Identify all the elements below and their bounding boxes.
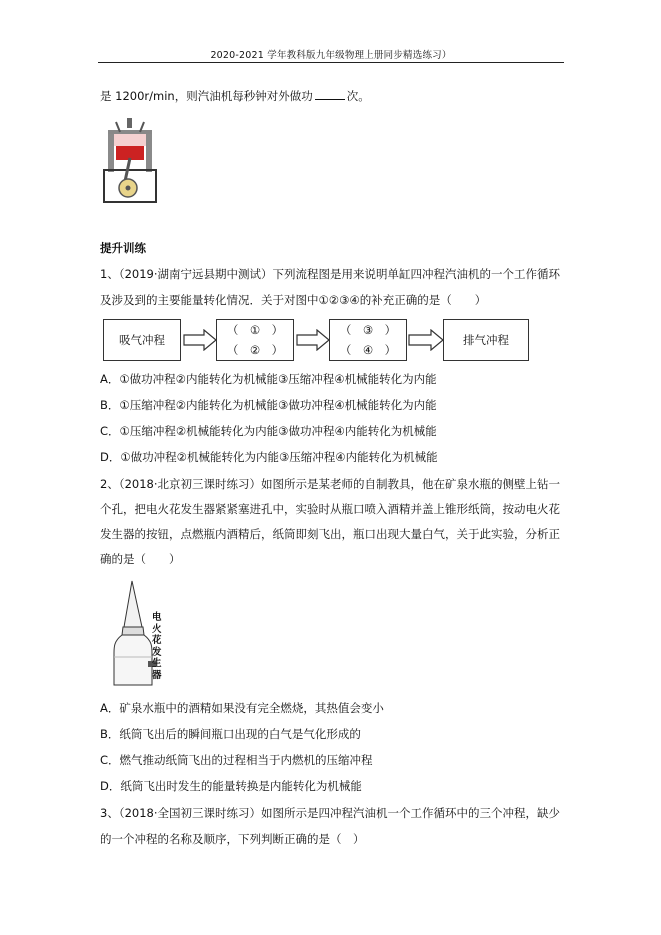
flow-box-3-bottom: （ ④ ） (339, 343, 397, 357)
cylinder-wall-right (146, 134, 152, 172)
bottle-body (114, 635, 152, 685)
cylinder-head (108, 130, 152, 134)
bottle-cap (122, 627, 144, 635)
intro-text-after: 次。 (346, 89, 370, 103)
engine-cylinder-figure (100, 116, 160, 206)
spark-generator-label: 电火花发生器 (152, 612, 162, 681)
flow-box-2-top: （ ① ） (226, 323, 284, 337)
q1-line-2: 及涉及到的主要能量转化情况．关于对图中①②③④的补充正确的是（ ） (100, 293, 487, 307)
flow-arrow-1 (182, 329, 218, 351)
flow-box-3-top: （ ③ ） (339, 323, 397, 337)
q2-line-2: 个孔，把电火花发生器紧紧塞进孔中，实验时从瓶口喷入酒精并盖上锥形纸筒，按动电火花 (100, 502, 560, 516)
cylinder-wall-left (108, 134, 114, 172)
answer-blank (315, 88, 345, 100)
q1-option-a[interactable]: A．①做功冲程②内能转化为机械能③压缩冲程④机械能转化为内能 (100, 372, 437, 386)
q2-option-a[interactable]: A．矿泉水瓶中的酒精如果没有完全燃烧，其热值会变小 (100, 701, 384, 715)
q2-option-d[interactable]: D．纸筒飞出时发生的能量转换是内能转化为机械能 (100, 779, 362, 793)
q2-line-3: 发生器的按钮，点燃瓶内酒精后，纸筒即刻飞出，瓶口出现大量白气，关于此实验，分析正 (100, 527, 560, 541)
q2-option-c[interactable]: C．燃气推动纸筒飞出的过程相当于内燃机的压缩冲程 (100, 753, 373, 767)
page-header: 2020-2021 学年教科版九年级物理上册同步精选练习） (210, 50, 452, 61)
q1-line-1: 1、（2019·湖南宁远县期中测试）下列流程图是用来说明单缸四冲程汽油机的一个工作循环 (100, 267, 560, 281)
flow-box-2-bottom: （ ② ） (226, 343, 284, 357)
q1-option-b[interactable]: B．①压缩冲程②内能转化为机械能③做功冲程④机械能转化为内能 (100, 398, 437, 412)
flow-arrow-3 (407, 329, 445, 351)
flow-arrow-2 (295, 329, 331, 351)
flow-box-4-label: 排气冲程 (463, 333, 509, 347)
flow-box-1-label: 吸气冲程 (119, 333, 165, 347)
piston (116, 146, 144, 160)
flow-box-stroke-3 (329, 319, 407, 361)
q3-line-1: 3、（2018·全国初三课时练习）如图所示是四冲程汽油机一个工作循环中的三个冲程，缺少 (100, 806, 560, 820)
crankshaft-center (126, 186, 131, 191)
intro-question-line (100, 88, 370, 103)
intro-text-before: 是 1200r/min，则汽油机每秒钟对外做功 (100, 89, 313, 103)
combustion-chamber (114, 134, 146, 146)
section-title: 提升训练 (100, 241, 146, 255)
flow-box-stroke-2 (216, 319, 294, 361)
q2-option-b[interactable]: B．纸筒飞出后的瞬间瓶口出现的白气是气化形成的 (100, 727, 361, 741)
q3-line-2: 的一个冲程的名称及顺序，下列判断正确的是（ ） (100, 832, 365, 846)
q1-option-d[interactable]: D．①做功冲程②机械能转化为内能③压缩冲程④内能转化为机械能 (100, 450, 438, 464)
flow-box-exhaust-stroke (443, 319, 529, 361)
q2-line-1: 2、（2018·北京初三课时练习）如图所示是某老师的自制教具，他在矿泉水瓶的侧壁上钻一 (100, 477, 560, 491)
q1-option-c[interactable]: C．①压缩冲程②机械能转化为内能③做功冲程④内能转化为机械能 (100, 424, 437, 438)
paper-cone (124, 581, 142, 627)
flow-box-intake-stroke (103, 319, 181, 361)
spark-plug (127, 118, 132, 128)
q2-line-4: 确的是（ ） (100, 552, 181, 566)
header-divider (98, 62, 564, 63)
